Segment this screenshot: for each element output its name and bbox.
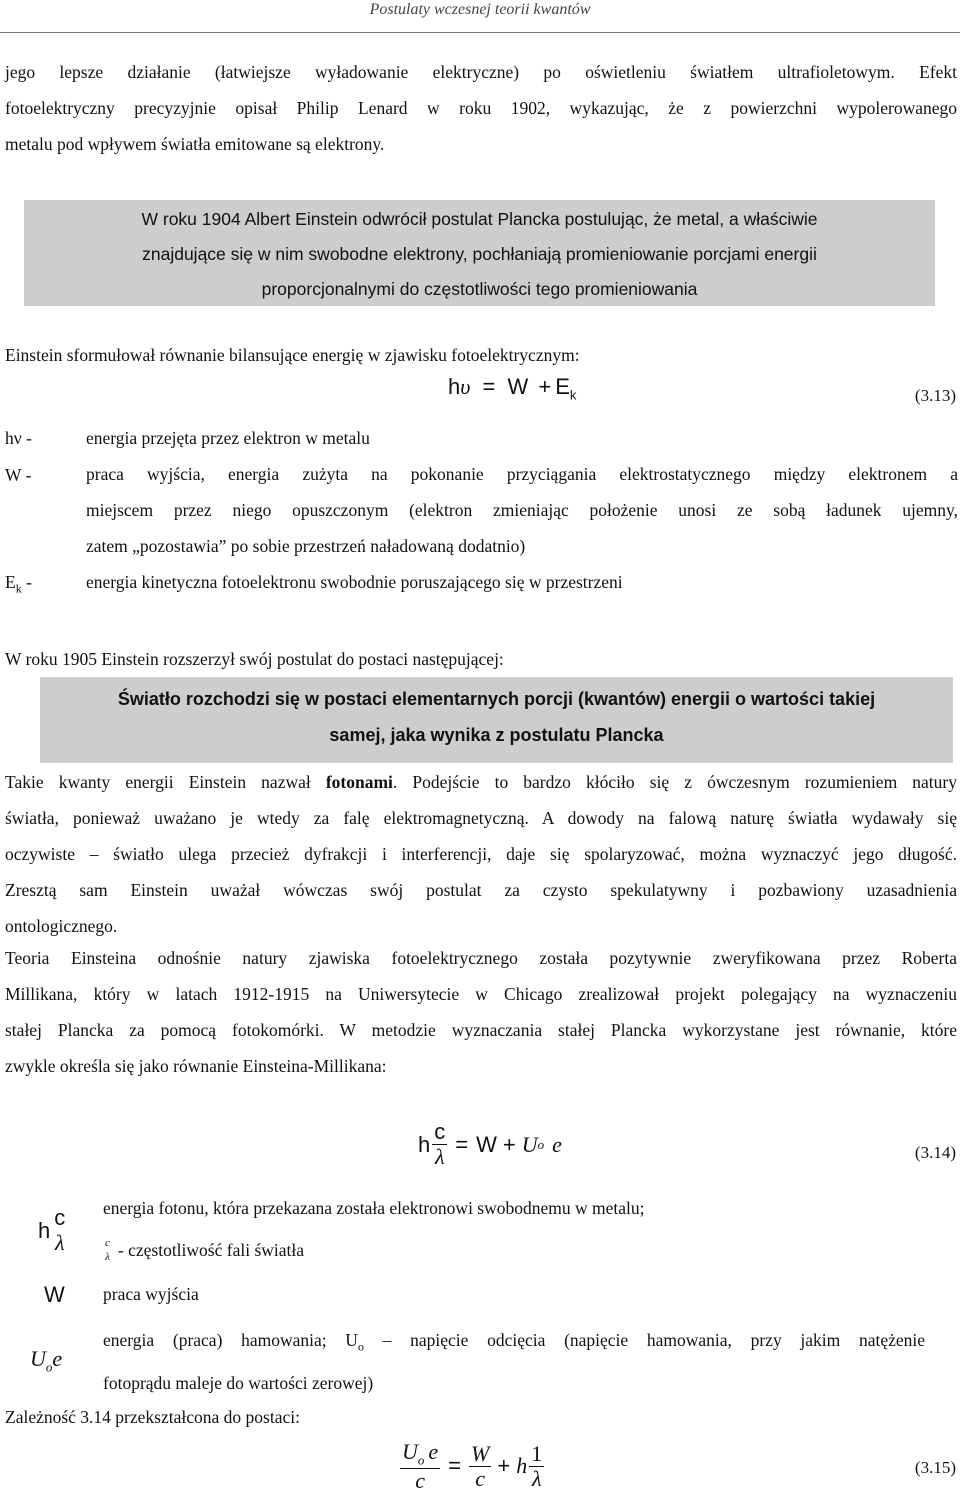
frac-W-over-c <box>469 1442 491 1491</box>
eq-h: h <box>418 1131 431 1157</box>
equation-3-15 <box>400 1440 544 1493</box>
eq-nu: υ <box>460 374 471 399</box>
term-W: W - <box>5 465 32 485</box>
eq-W: W <box>507 374 529 399</box>
eq-W: W <box>476 1131 497 1157</box>
term-Ek <box>5 570 95 601</box>
def-c-over-lambda <box>103 1236 304 1264</box>
frac-num-c: c <box>434 1119 446 1144</box>
intro-paragraph <box>5 54 957 162</box>
equation-number-3-15: (3.15) <box>914 1458 956 1477</box>
term-W-314: W <box>44 1282 65 1307</box>
eq-k: k <box>569 387 577 403</box>
term-frac-lambda: λ <box>54 1230 65 1256</box>
term-Ek-dash: - <box>21 572 32 592</box>
eq-o: o <box>417 1452 425 1468</box>
box-line: proporcjonalnymi do częstotliwości tego promieniowania <box>261 279 698 299</box>
frac-den-lambda: λ <box>531 1465 542 1491</box>
page-header <box>0 0 960 26</box>
small-frac-c: c <box>105 1237 110 1250</box>
box-line: W roku 1904 Albert Einstein odwrócił postulat Plancka postulując, że metal, a właściwie <box>141 209 818 229</box>
millikan-line: stałej Plancka za pomocą fotokomórki. W metodzie wyznaczania stałej Plancka wykorzystane jest równanie, które <box>5 1020 957 1040</box>
def-Uo-line-2: fotoprądu maleje do wartości zerowej) <box>103 1372 374 1393</box>
box-line: znajdujące się w nim swobodne elektrony, pochłaniają promieniowanie porcjami energii <box>142 244 817 264</box>
equation-number-3-13: (3.13) <box>914 386 956 405</box>
term-frac <box>52 1206 67 1255</box>
def-W <box>86 456 958 564</box>
eq-equals: = <box>455 1131 469 1157</box>
term-hc-over-lambda <box>38 1206 67 1255</box>
frac-num-Uoe <box>400 1440 440 1468</box>
eq-equals: = <box>448 1453 462 1479</box>
term-Ek-k: k <box>15 581 22 596</box>
def-W-line: zatem „pozostawia” po sobie przestrzeń naładowaną dodatnio) <box>86 536 526 556</box>
frac-den-c: c <box>415 1467 425 1493</box>
eq-plus: + <box>502 1131 516 1157</box>
frac-num-1: 1 <box>531 1440 543 1466</box>
eq-o: o <box>537 1136 545 1152</box>
intro-line: fotoelektryczny precyzyjnie opisał Philip Lenard w roku 1902, wykazując, że z powierzchni wypolerowanego <box>5 98 957 118</box>
eq-e: e <box>552 1131 562 1157</box>
photons-text-b: . Podejście to bardzo kłóciło się z ówczesnym rozumieniem natury <box>392 772 957 792</box>
equation-number-3-14: (3.14) <box>914 1143 956 1162</box>
eq-U: U <box>402 1439 418 1464</box>
def-Uo-sub: o <box>357 1339 364 1354</box>
eq-h: h <box>448 374 461 399</box>
intro-line: jego lepsze działanie (łatwiejsze wyładowanie elektryczne) po oświetleniu światłem ultrafioletowym. Efekt <box>5 62 957 82</box>
einstein-1904-postulate-box <box>24 200 935 306</box>
millikan-line: Millikana, który w latach 1912-1915 na Uniwersytecie w Chicago zrealizował projekt polegający na wyznaczeniu <box>5 984 957 1004</box>
frac-num-W: W <box>471 1440 490 1466</box>
box-line: samej, jaka wynika z postulatu Plancka <box>329 725 664 745</box>
eq-E: E <box>555 374 570 399</box>
def-Uo-line-1 <box>103 1322 925 1365</box>
photons-line: światła, ponieważ uważano je wtedy za falę elektromagnetyczną. A dowody na falową naturę światła wydawały się <box>5 808 957 828</box>
photons-line: ontologicznego. <box>5 916 118 936</box>
eq-equals: = <box>482 374 496 399</box>
eq-plus: + <box>497 1453 511 1479</box>
photons-text-a: Takie kwanty energii Einstein nazwał <box>5 772 326 792</box>
frac-1-over-lambda <box>529 1442 544 1491</box>
def-c-text: - częstotliwość fali światła <box>117 1240 305 1260</box>
def-W-line: miejscem przez niego opuszczonym (elektron zmieniając położenie unosi ze sobą ładunek ujemny, <box>86 500 958 520</box>
eq-h: h <box>516 1453 528 1479</box>
def-Uo-text-a: energia (praca) hamowania; U <box>103 1330 358 1350</box>
term-h: h <box>38 1217 51 1243</box>
running-title: Postulaty wczesnej teorii kwantów <box>369 1 591 18</box>
equation-3-13 <box>448 374 576 402</box>
def-W-314: praca wyjścia <box>103 1284 199 1304</box>
intro-line: metalu pod wpływem światła emitowane są elektrony. <box>5 134 385 154</box>
frac-den-lambda: λ <box>434 1144 445 1170</box>
def-Uo-e <box>103 1322 925 1401</box>
def-hv: energia przejęta przez elektron w metalu <box>86 428 370 448</box>
paragraph-1905: W roku 1905 Einstein rozszerzył swój postulat do postaci następującej: <box>5 649 504 669</box>
def-W-line: praca wyjścia, energia zużyta na pokonanie przyciągania elektrostatycznego między elektronem a <box>86 464 958 484</box>
frac-den-c: c <box>475 1465 486 1491</box>
millikan-line: zwykle określa się jako równanie Einsteina-Millikana: <box>5 1056 387 1076</box>
small-frac-lambda: λ <box>105 1250 110 1263</box>
equation-3-14 <box>418 1120 562 1169</box>
term-e: e <box>52 1346 63 1371</box>
header-divider <box>0 32 960 33</box>
frac-Uoe-over-c <box>400 1440 440 1493</box>
photons-line: Zresztą sam Einstein uważał wówczas swój postulat za czysto spekulatywny i pozbawiony uzasadnienia <box>5 880 957 900</box>
def-Uo-dash: – <box>363 1330 411 1350</box>
box-line: Światło rozchodzi się w postaci elementarnych porcji (kwantów) energii o wartości takiej <box>117 689 876 709</box>
equation-3-15-intro: Zależność 3.14 przekształcona do postaci: <box>5 1407 300 1427</box>
eq-plus: + <box>538 374 552 399</box>
eq-U: U <box>521 1131 538 1157</box>
term-Uo-e <box>30 1346 62 1375</box>
term-o: o <box>45 1359 53 1375</box>
light-quanta-postulate-box <box>40 677 953 763</box>
term-frac-c: c <box>54 1205 66 1230</box>
term-Ek-E: E <box>5 572 16 592</box>
millikan-line: Teoria Einsteina odnośnie natury zjawiska fotoelektrycznego została pozytywnie zweryfikowana przez Roberta <box>5 948 957 968</box>
def-Uo-text-b: napięcie odcięcia (napięcie hamowania, przy jakim natężenie <box>410 1330 926 1350</box>
def-Ek: energia kinetyczna fotoelektronu swobodnie poruszającego się w przestrzeni <box>86 572 623 592</box>
photons-line-1 <box>5 764 957 800</box>
photons-term: fotonami <box>325 772 393 792</box>
def-hc-over-lambda: energia fotonu, która przekazana została elektronowi swobodnemu w metalu; <box>103 1198 645 1218</box>
term-U: U <box>30 1346 46 1371</box>
photons-paragraph <box>5 764 957 944</box>
eq-e: e <box>428 1439 439 1464</box>
photons-line: oczywiste – światło ulega przecież dyfrakcji i interferencji, daje się spolaryzować, można wyznaczyć jego długość. <box>5 844 957 864</box>
small-frac <box>103 1237 112 1262</box>
term-hv: hν - <box>5 428 32 448</box>
eq-c-over-lambda <box>432 1120 447 1169</box>
millikan-paragraph <box>5 940 957 1084</box>
equation-3-13-intro: Einstein sformułował równanie bilansujące energię w zjawisku fotoelektrycznym: <box>5 345 580 365</box>
